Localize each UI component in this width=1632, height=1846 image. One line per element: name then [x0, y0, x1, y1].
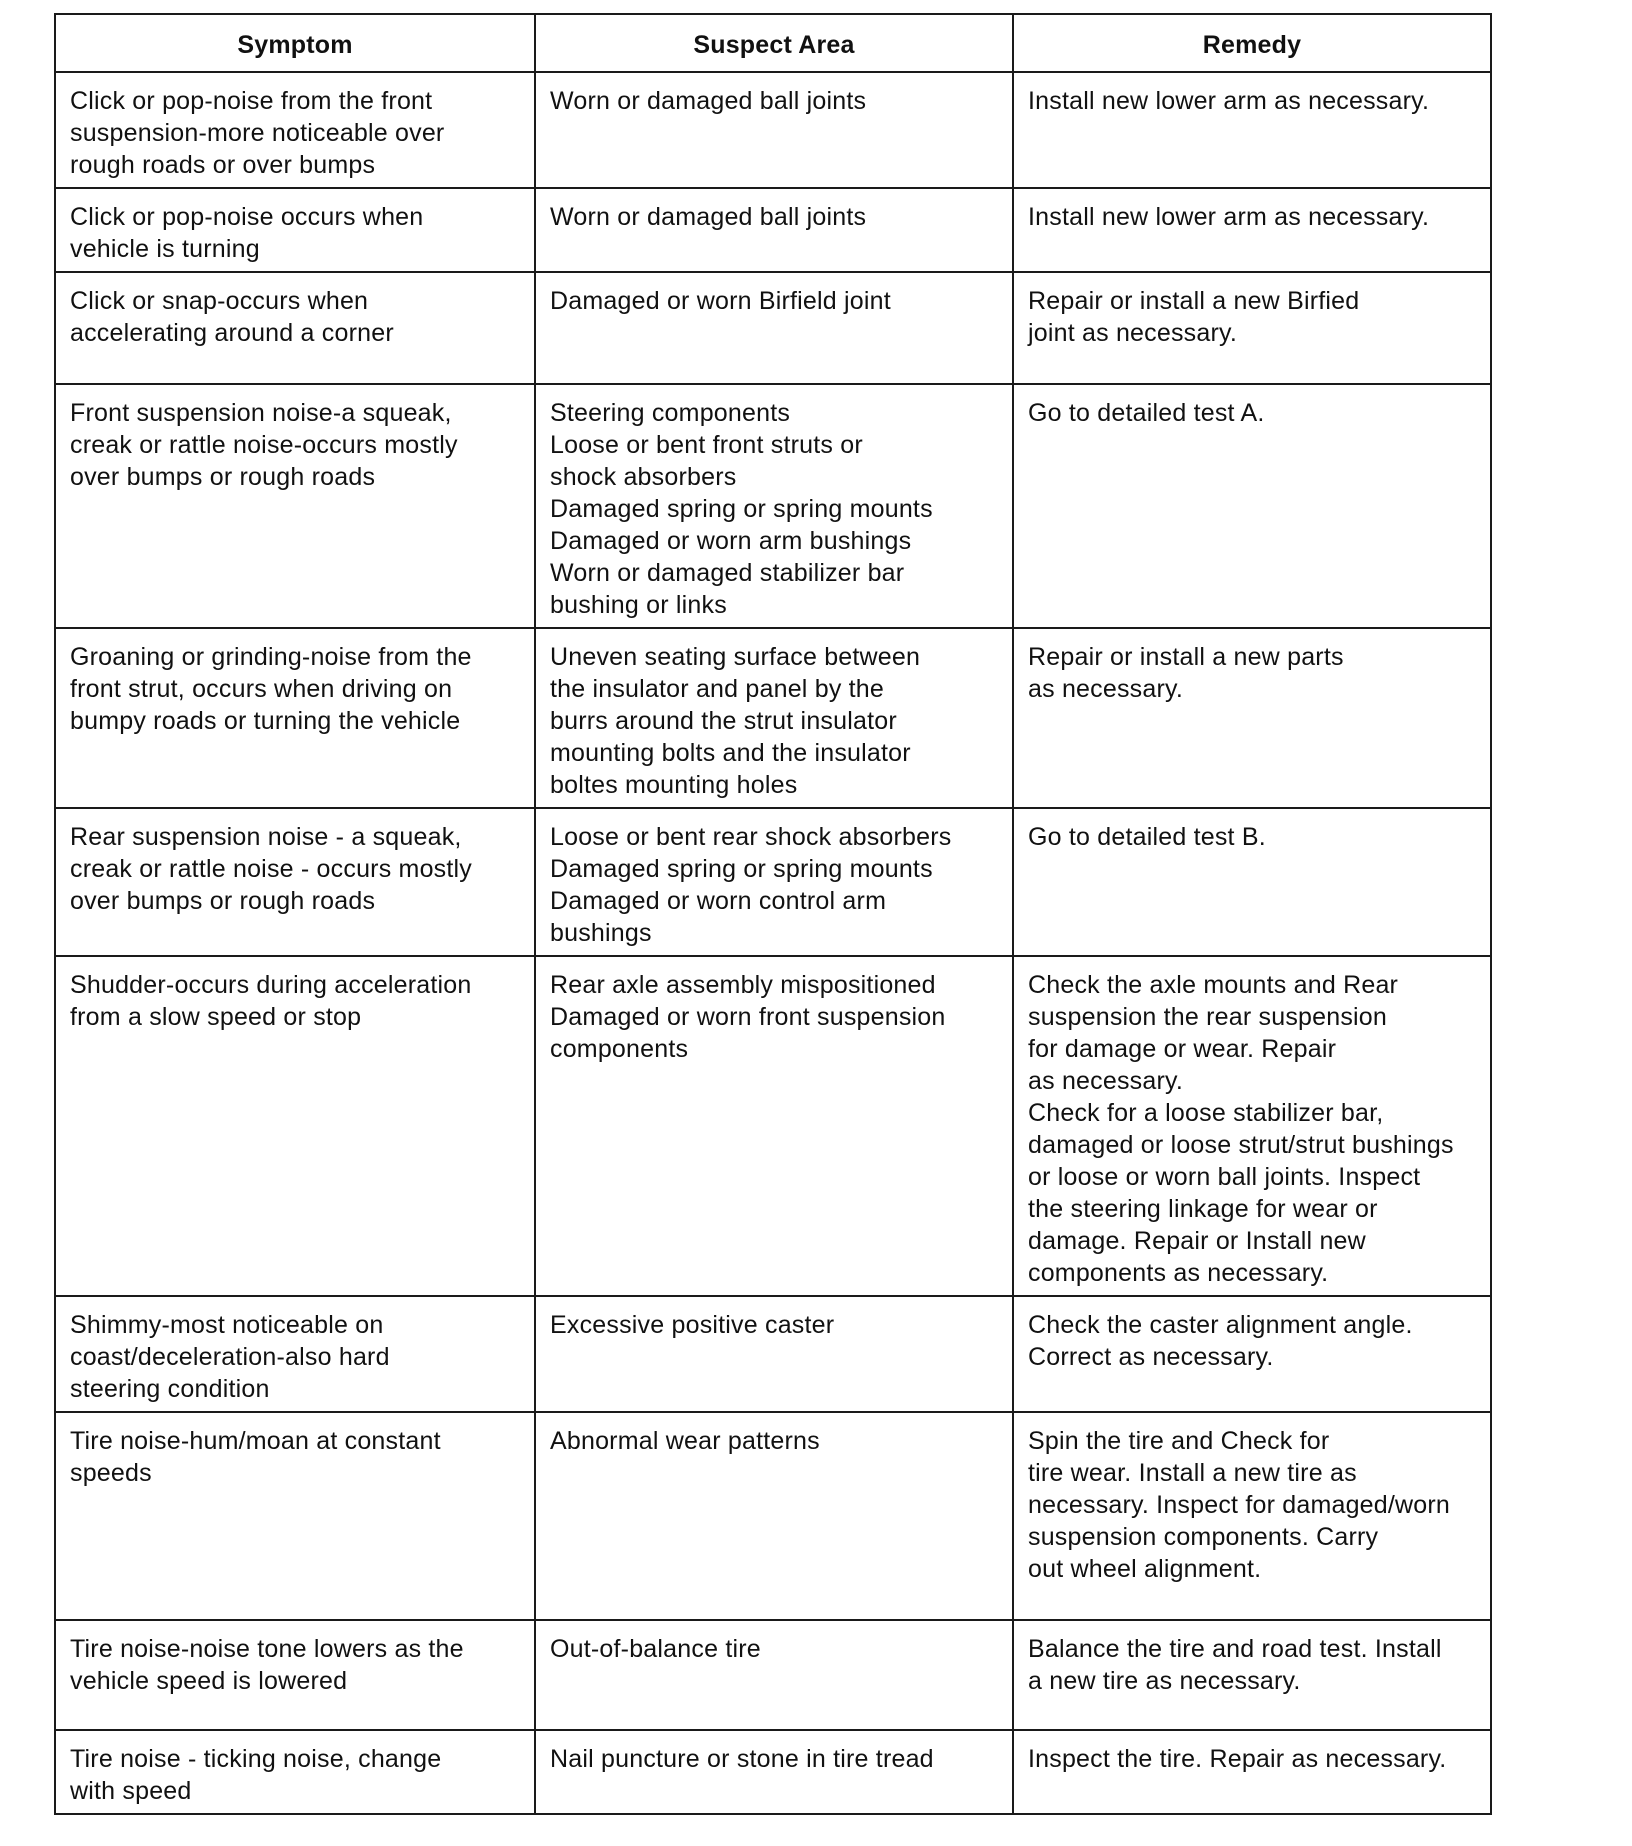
cell-text-line: Damaged spring or spring mounts	[550, 855, 933, 883]
cell-text-line: Shimmy-most noticeable on	[70, 1311, 384, 1339]
suspect-area-cell	[535, 384, 1013, 628]
cell-text-line: Excessive positive caster	[550, 1311, 835, 1339]
cell-text-line: or loose or worn ball joints. Inspect	[1028, 1163, 1421, 1191]
cell-text-line: out wheel alignment.	[1028, 1555, 1262, 1583]
symptom-cell	[55, 72, 535, 188]
table-row	[55, 188, 1491, 272]
diagnosis-table	[54, 13, 1492, 1815]
remedy-cell	[1013, 628, 1491, 808]
table-row	[55, 1296, 1491, 1412]
cell-text-line: Check for a loose stabilizer bar,	[1028, 1099, 1384, 1127]
cell-text-line: bumpy roads or turning the vehicle	[70, 707, 461, 735]
cell-text-line: Damaged or worn arm bushings	[550, 527, 912, 555]
cell-text-line: vehicle speed is lowered	[70, 1667, 348, 1695]
suspect-area-cell	[535, 1296, 1013, 1412]
cell-text-line: Correct as necessary.	[1028, 1343, 1274, 1371]
remedy-cell	[1013, 956, 1491, 1296]
cell-text-line: as necessary.	[1028, 675, 1183, 703]
symptom-cell	[55, 1730, 535, 1814]
symptom-cell	[55, 808, 535, 956]
cell-text-line: Loose or bent front struts or	[550, 431, 863, 459]
cell-text-line: Inspect the tire. Repair as necessary.	[1028, 1745, 1447, 1773]
cell-text-line: Out-of-balance tire	[550, 1635, 761, 1663]
cell-text-line: creak or rattle noise - occurs mostly	[70, 855, 472, 883]
cell-text-line: Damaged or worn control arm	[550, 887, 887, 915]
cell-text-line: Install new lower arm as necessary.	[1028, 87, 1430, 115]
cell-text-line: tire wear. Install a new tire as	[1028, 1459, 1357, 1487]
cell-text-line: with speed	[70, 1777, 192, 1805]
cell-text-line: Loose or bent rear shock absorbers	[550, 823, 952, 851]
suspect-area-cell	[535, 1730, 1013, 1814]
header-row	[55, 14, 1491, 72]
cell-text-line: Rear suspension noise - a squeak,	[70, 823, 462, 851]
cell-text-line: Uneven seating surface between	[550, 643, 921, 671]
cell-text-line: Click or pop-noise occurs when	[70, 203, 424, 231]
table-row	[55, 72, 1491, 188]
cell-text-line: over bumps or rough roads	[70, 463, 376, 491]
cell-text-line: Front suspension noise-a squeak,	[70, 399, 452, 427]
cell-text-line: components as necessary.	[1028, 1259, 1329, 1287]
remedy-cell	[1013, 1296, 1491, 1412]
cell-text-line: joint as necessary.	[1028, 319, 1237, 347]
symptom-cell	[55, 628, 535, 808]
cell-text-line: Damaged spring or spring mounts	[550, 495, 933, 523]
cell-text-line: steering condition	[70, 1375, 270, 1403]
symptom-cell	[55, 1296, 535, 1412]
cell-text-line: Check the caster alignment angle.	[1028, 1311, 1413, 1339]
cell-text-line: Worn or damaged ball joints	[550, 203, 867, 231]
suspect-area-cell	[535, 272, 1013, 384]
cell-text-line: front strut, occurs when driving on	[70, 675, 453, 703]
cell-text-line: damage. Repair or Install new	[1028, 1227, 1366, 1255]
remedy-cell	[1013, 1620, 1491, 1730]
cell-text-line: Worn or damaged stabilizer bar	[550, 559, 905, 587]
cell-text-line: Click or pop-noise from the front	[70, 87, 433, 115]
suspect-area-cell	[535, 188, 1013, 272]
suspect-area-cell	[535, 808, 1013, 956]
symptom-cell	[55, 188, 535, 272]
table-row	[55, 1730, 1491, 1814]
table-row	[55, 384, 1491, 628]
cell-text-line: a new tire as necessary.	[1028, 1667, 1301, 1695]
cell-text-line: Damaged or worn Birfield joint	[550, 287, 891, 315]
cell-text-line: bushings	[550, 919, 652, 947]
cell-text-line: Abnormal wear patterns	[550, 1427, 820, 1455]
table-row	[55, 956, 1491, 1296]
cell-text-line: Repair or install a new Birfied	[1028, 287, 1360, 315]
cell-text-line: Tire noise - ticking noise, change	[70, 1745, 442, 1773]
symptom-cell	[55, 956, 535, 1296]
cell-text-line: Shudder-occurs during acceleration	[70, 971, 472, 999]
cell-text-line: Nail puncture or stone in tire tread	[550, 1745, 934, 1773]
remedy-cell	[1013, 1730, 1491, 1814]
cell-text-line: Damaged or worn front suspension	[550, 1003, 946, 1031]
cell-text-line: coast/deceleration-also hard	[70, 1343, 390, 1371]
cell-text-line: rough roads or over bumps	[70, 151, 376, 179]
cell-text-line: for damage or wear. Repair	[1028, 1035, 1337, 1063]
cell-text-line: Install new lower arm as necessary.	[1028, 203, 1430, 231]
cell-text-line: the steering linkage for wear or	[1028, 1195, 1378, 1223]
header-suspect-area: Suspect Area	[535, 14, 1013, 72]
cell-text-line: vehicle is turning	[70, 235, 260, 263]
cell-text-line: damaged or loose strut/strut bushings	[1028, 1131, 1454, 1159]
symptom-cell	[55, 272, 535, 384]
header-remedy: Remedy	[1013, 14, 1491, 72]
cell-text-line: Steering components	[550, 399, 791, 427]
cell-text-line: Tire noise-hum/moan at constant	[70, 1427, 441, 1455]
remedy-cell	[1013, 384, 1491, 628]
cell-text-line: necessary. Inspect for damaged/worn	[1028, 1491, 1451, 1519]
cell-text-line: Check the axle mounts and Rear	[1028, 971, 1399, 999]
cell-text-line: Groaning or grinding-noise from the	[70, 643, 472, 671]
cell-text-line: Click or snap-occurs when	[70, 287, 369, 315]
cell-text-line: the insulator and panel by the	[550, 675, 885, 703]
suspect-area-cell	[535, 72, 1013, 188]
suspect-area-cell	[535, 956, 1013, 1296]
symptom-cell	[55, 1620, 535, 1730]
remedy-cell	[1013, 1412, 1491, 1620]
cell-text-line: speeds	[70, 1459, 152, 1487]
cell-text-line: suspension-more noticeable over	[70, 119, 445, 147]
cell-text-line: burrs around the strut insulator	[550, 707, 897, 735]
cell-text-line: creak or rattle noise-occurs mostly	[70, 431, 458, 459]
cell-text-line: boltes mounting holes	[550, 771, 798, 799]
cell-text-line: accelerating around a corner	[70, 319, 394, 347]
symptom-cell	[55, 384, 535, 628]
remedy-cell	[1013, 272, 1491, 384]
header-symptom: Symptom	[55, 14, 535, 72]
cell-text-line: Spin the tire and Check for	[1028, 1427, 1330, 1455]
suspect-area-cell	[535, 1620, 1013, 1730]
cell-text-line: mounting bolts and the insulator	[550, 739, 911, 767]
table-row	[55, 628, 1491, 808]
cell-text-line: Balance the tire and road test. Install	[1028, 1635, 1442, 1663]
cell-text-line: suspension the rear suspension	[1028, 1003, 1388, 1031]
remedy-cell	[1013, 72, 1491, 188]
remedy-cell	[1013, 808, 1491, 956]
cell-text-line: Repair or install a new parts	[1028, 643, 1344, 671]
cell-text-line: Worn or damaged ball joints	[550, 87, 867, 115]
cell-text-line: over bumps or rough roads	[70, 887, 376, 915]
table-row	[55, 1412, 1491, 1620]
table-header	[55, 14, 1491, 72]
cell-text-line: Rear axle assembly mispositioned	[550, 971, 936, 999]
cell-text-line: bushing or links	[550, 591, 727, 619]
symptom-cell	[55, 1412, 535, 1620]
cell-text-line: as necessary.	[1028, 1067, 1183, 1095]
suspect-area-cell	[535, 1412, 1013, 1620]
cell-text-line: components	[550, 1035, 689, 1063]
cell-text-line: suspension components. Carry	[1028, 1523, 1379, 1551]
table-row	[55, 272, 1491, 384]
cell-text-line: Tire noise-noise tone lowers as the	[70, 1635, 464, 1663]
cell-text-line: Go to detailed test B.	[1028, 823, 1266, 851]
suspect-area-cell	[535, 628, 1013, 808]
remedy-cell	[1013, 188, 1491, 272]
table-row	[55, 1620, 1491, 1730]
cell-text-line: from a slow speed or stop	[70, 1003, 362, 1031]
cell-text-line: shock absorbers	[550, 463, 737, 491]
cell-text-line: Go to detailed test A.	[1028, 399, 1265, 427]
table-row	[55, 808, 1491, 956]
table-body	[55, 72, 1491, 1814]
